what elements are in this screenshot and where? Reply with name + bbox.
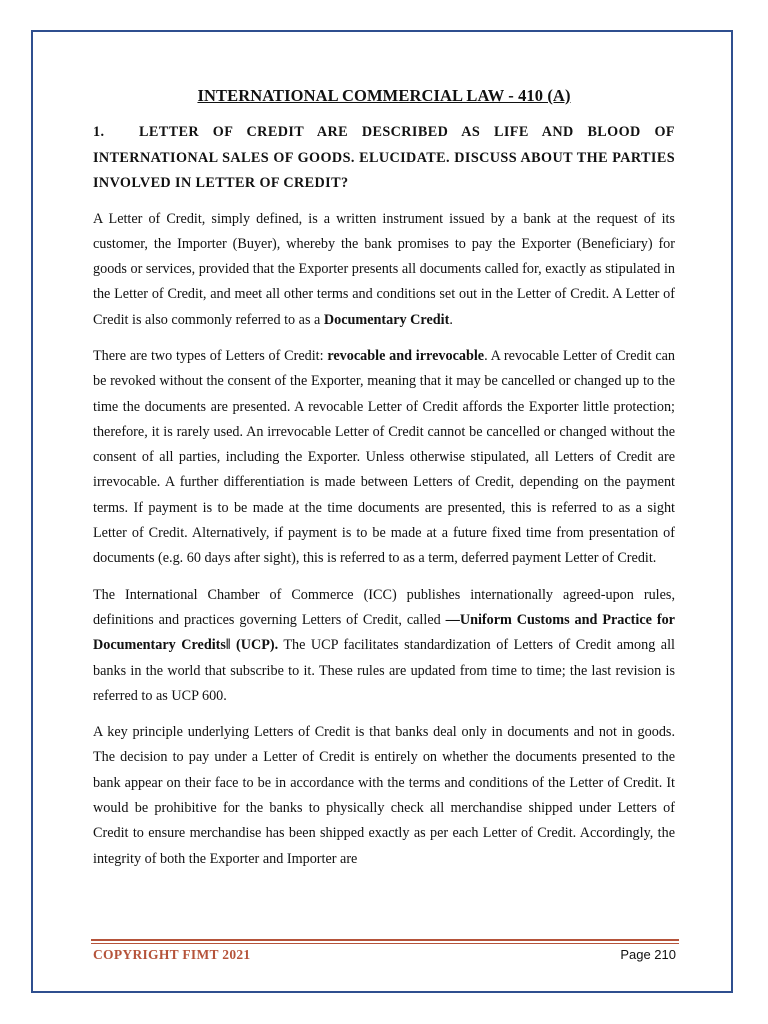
- paragraph-text: A key principle underlying Letters of Credit is that banks deal only in documents and not in goods. The decision to pay under a Letter of Credit is entirely on whether the documents presented to the bank appear on their face to be in accordance with the terms and conditions of the Letter of Credit. It would be prohibitive for the banks to physically check all merchandise shipped under Letters of Credit to ensure merchandise has been shipped exactly as per each Letter of Credit. Accordingly, the integrity of both the Exporter and Importer are: [93, 724, 675, 867]
- bold-term-revocable-irrevocable: revocable and irrevocable: [327, 347, 485, 364]
- paragraph-icc-ucp: [93, 583, 675, 709]
- paragraph-start: The International Chamber of Commerce (ICC) publishes internationally agreed-upon rules, definitions and practices governing Letters of Credit, called: [93, 586, 675, 628]
- paragraph-key-principle: [93, 720, 675, 872]
- paragraph-text: The UCP facilitates standardization of Letters of Credit among all banks in the world that subscribe to it. These rules are updated from time to time; the last revision is referred to as UCP 600.: [93, 637, 675, 704]
- bold-term-documentary-credit: Documentary Credit: [323, 311, 450, 328]
- paragraph-end: .: [449, 311, 453, 328]
- page-number: Page 210: [620, 947, 676, 962]
- document-body: [93, 86, 675, 883]
- paragraph-text: . A revocable Letter of Credit can be revoked without the consent of the Exporter, meaning that it may be cancelled or changed up to the time the documents are presented. A revocable Letter of Credit affords the Exporter little protection; therefore, it is rarely used. An irrevocable Letter of Credit cannot be cancelled or changed without the consent of all parties, including the Exporter. Unless otherwise stipulated, all Letters of Credit are irrevocable. A further differentiation is made between Letters of Credit, depending on the payment terms. If payment is to be made at the time documents are presented, this is referred to as a sight Letter of Credit. Alternatively, if payment is to be made at a future fixed time from presentation of documents (e.g. 60 days after sight), this is referred to as a term, deferred payment Letter of Credit.: [93, 347, 676, 567]
- question-text: LETTER OF CREDIT ARE DESCRIBED AS LIFE AND BLOOD OF INTERNATIONAL SALES OF GOODS. ELUCIDATE. DISCUSS ABOUT THE PARTIES INVOLVED IN LETTER OF CREDIT?: [93, 124, 675, 191]
- question-heading: [93, 120, 675, 197]
- page-title: INTERNATIONAL COMMERCIAL LAW - 410 (A): [197, 86, 571, 105]
- paragraph-types: [93, 344, 675, 572]
- bold-term-ucp: ―Uniform Customs and Practice for Documentary Credits‖ (UCP).: [93, 611, 675, 654]
- footer-divider: [91, 939, 679, 941]
- question-number: 1.: [93, 124, 105, 140]
- footer-divider-thin: [91, 943, 679, 944]
- paragraph-definition: [93, 207, 675, 333]
- footer-copyright: COPYRIGHT FIMT 2021: [93, 947, 251, 962]
- paragraph-text: A Letter of Credit, simply defined, is a written instrument issued by a bank at the request of its customer, the Importer (Buyer), whereby the bank promises to pay the Exporter (Beneficiary) for goods or services, provided that the Exporter presents all documents called for, exactly as stipulated in the Letter of Credit, and meet all other terms and conditions set out in the Letter of Credit. A Letter of Credit is also commonly referred to as a: [93, 210, 675, 328]
- paragraph-start: There are two types of Letters of Credit:: [93, 347, 328, 364]
